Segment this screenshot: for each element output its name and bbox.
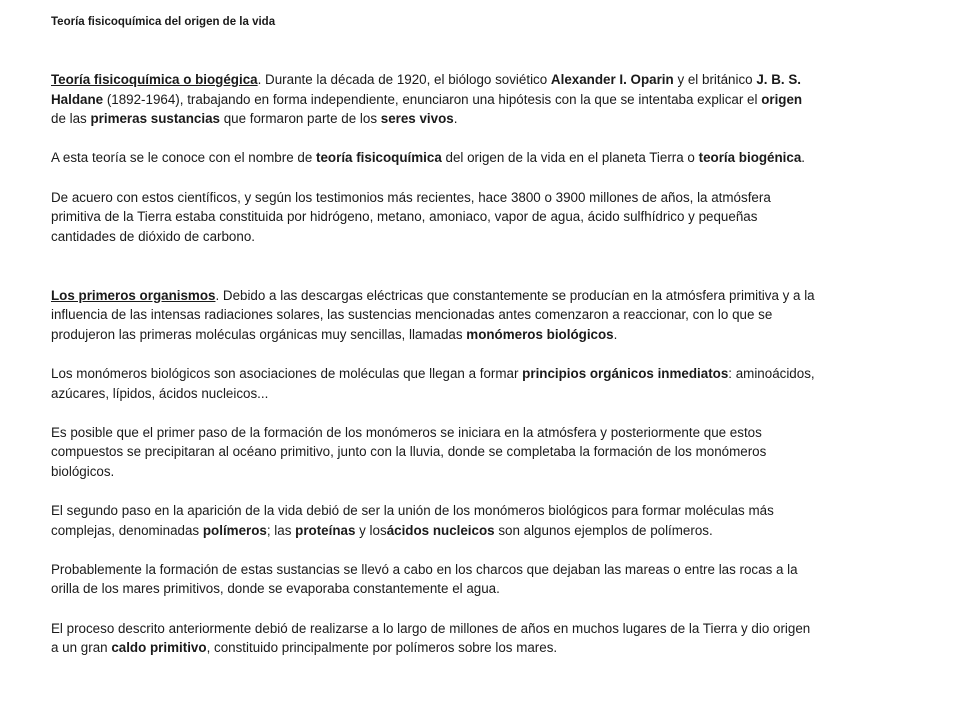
paragraph-gap [51,129,816,149]
text-span: . [453,111,458,127]
paragraph-monomers [51,364,816,403]
paragraph-first-step: Es posible que el primer paso de la formación de los monómeros se iniciara en la atmósfera y posteriormente que estos compuestos se precipitaran al océano primitivo, junto con la lluvia, donde se completaba la formación de los monómeros biológicos. [51,424,767,479]
paragraph-gap [51,403,816,423]
text-span: , constituido principalmente por polímeros sobre los mares. [206,640,558,656]
document-title: Teoría fisicoquímica del origen de la vida [51,16,276,28]
paragraph-theory-name [51,148,816,168]
paragraph-tide-pools: Probablemente la formación de estas sustancias se llevó a cabo en los charcos que dejaban las mareas o entre las rocas a la orilla de los mares primitivos, donde se evaporaba constantemente el agua. [51,561,798,597]
paragraph-gap [51,599,816,619]
bold-seres-vivos: seres vivos [380,111,454,127]
bold-primeras-sustancias: primeras sustancias [90,111,220,127]
bold-monomeros-biologicos: monómeros biológicos [466,326,614,342]
bold-origen: origen [761,91,803,107]
section-heading-organisms: Los primeros organismos [51,287,216,303]
paragraph-gap [51,540,816,560]
text-span: y los [355,522,387,538]
bold-polimeros: polímeros [202,522,267,538]
paragraph-gap [51,481,816,501]
text-span: Los monómeros biológicos son asociaciones de moléculas que llegan a formar [51,365,523,381]
bold-haldane: J. B. S. Haldane [51,72,801,107]
text-span: . Debido a las descargas eléctricas que constantemente se producían en la atmósfera primitiva y a la influencia de las intensas radiaciones solares, las sustencias mencionadas antes comenzaron a reaccionar, con lo que se produjeron las primeras moléculas orgánicas muy sencillas, llamadas [51,287,815,342]
paragraph-physicochemical-theory [51,70,816,129]
paragraph-gap [51,168,816,188]
text-span: (1892-1964), trabajando en forma independiente, enunciaron una hipótesis con la que se intentaba explicar el [103,91,762,107]
bold-oparin: Alexander I. Oparin [550,72,674,87]
document-body [51,70,816,658]
text-span: El proceso descrito anteriormente debió de realizarse a lo largo de millones de años en muchos lugares de la Tierra y dio origen a un gran [51,620,811,656]
text-span: . [613,326,618,342]
paragraph-gap [51,246,816,285]
paragraph-gap [51,344,816,364]
section-heading-theory: Teoría fisicoquímica o biogégica [51,72,258,87]
text-span: A esta teoría se le conoce con el nombre de [51,150,317,166]
text-span: que formaron parte de los [219,111,381,127]
text-span: . Durante la década de 1920, el biólogo soviético [257,72,551,87]
text-span: del origen de la vida en el planeta Tierra o [441,150,699,166]
paragraph-first-organisms [51,286,816,345]
paragraph-second-step [51,501,816,540]
bold-teoria-fisicoquimica: teoría fisicoquímica [316,150,442,166]
text-span: El segundo paso en la aparición de la vida debió de ser la unión de los monómeros biológicos para formar moléculas más complejas, denominadas [51,503,774,538]
text-span: y el británico [673,72,757,87]
text-span: ; las [266,522,296,538]
bold-teoria-biogenica: teoría biogénica [698,150,802,166]
text-span: : aminoácidos, azúcares, lípidos, ácidos nucleicos... [51,365,815,401]
text-span: son algunos ejemplos de polímeros. [494,522,713,538]
bold-principios-organicos: principios orgánicos inmediatos [522,365,729,381]
text-span: . [801,150,806,166]
bold-caldo-primitivo: caldo primitivo [111,640,207,656]
paragraph-primitive-atmosphere: De acuero con estos científicos, y según los testimonios más recientes, hace 3800 o 3900 millones de años, la atmósfera primitiva de la Tierra estaba constituida por hidrógeno, metano, amoniaco, vapor de agua, ácido sulfhídrico y pequeñas cantidades de dióxido de carbono. [51,189,771,244]
text-span: de las [51,111,91,127]
paragraph-primordial-soup [51,619,816,658]
bold-proteinas: proteínas [295,522,356,538]
bold-acidos-nucleicos: ácidos nucleicos [386,522,495,538]
